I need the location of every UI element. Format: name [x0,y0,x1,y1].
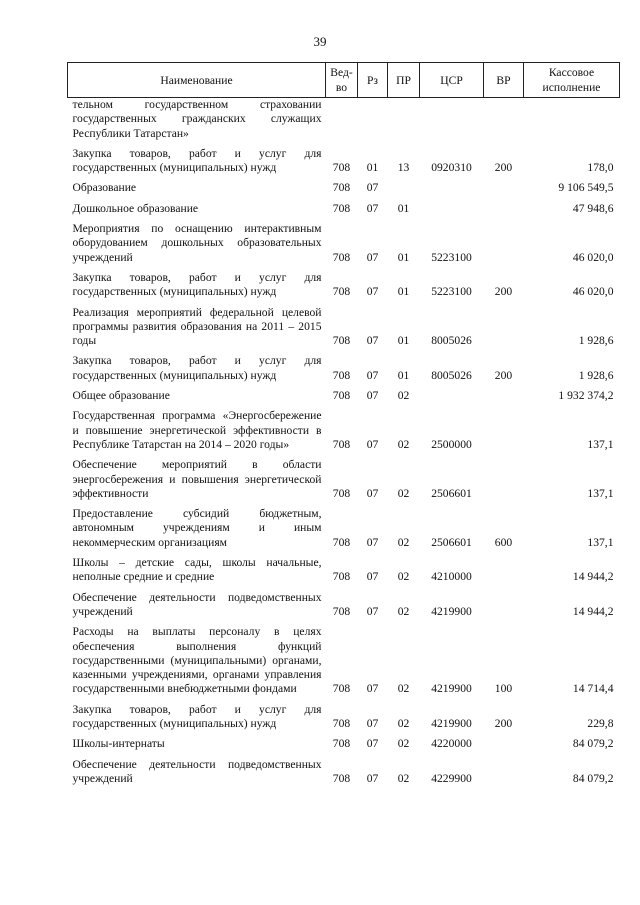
table-row [68,553,620,588]
cell-rz: 07 [366,250,379,264]
cell-rz: 07 [366,486,379,500]
cell-pr: 13 [397,161,410,175]
cell-kassa: 47 948,6 [572,201,614,215]
cell-csr: 4219900 [431,682,472,696]
table-row [68,406,620,455]
cell-pr: 02 [397,771,410,785]
table-row [68,268,620,303]
cell-ved: 708 [332,368,351,382]
cell-vr: 200 [494,161,513,175]
cell-ved: 708 [332,604,351,618]
cell-ved: 708 [332,716,351,730]
cell-csr [420,178,484,198]
cell-kassa: 1 932 374,2 [558,389,614,403]
cell-vr [484,303,524,352]
cell-csr [420,199,484,219]
table-row [68,504,620,553]
cell-name: Образование [72,181,137,195]
cell-csr [420,98,484,144]
cell-pr: 02 [397,389,410,403]
cell-csr: 8005026 [431,368,472,382]
cell-kassa: 84 079,2 [572,737,614,751]
cell-pr: 02 [397,486,410,500]
cell-vr [484,588,524,623]
cell-kassa: 14 944,2 [572,570,614,584]
cell-rz: 07 [366,716,379,730]
col-header-ved: Вед-во [326,63,358,98]
cell-csr: 4219900 [431,604,472,618]
table-row [68,455,620,504]
cell-name: Школы-интернаты [72,737,165,751]
cell-name: Закупка товаров, работ и услуг для государственных (муниципальных) нужд [72,354,322,382]
cell-ved: 708 [332,437,351,451]
cell-kassa: 84 079,2 [572,771,614,785]
table-row [68,178,620,198]
table-row [68,386,620,406]
cell-name: Закупка товаров, работ и услуг для государственных (муниципальных) нужд [72,146,322,175]
table-row [68,219,620,268]
cell-name: Реализация мероприятий федеральной целевой программы развития образования на 2011 – 2015 годы [72,305,322,348]
cell-name: Закупка товаров, работ и услуг для государственных (муниципальных) нужд [72,270,322,299]
cell-kassa: 14 944,2 [572,604,614,618]
cell-rz: 07 [366,771,379,785]
cell-name: Мероприятия по оснащению интерактивным оборудованием дошкольных образовательных учреждений [72,222,322,264]
cell-name: Дошкольное образование [72,201,199,215]
cell-kassa: 14 714,4 [572,682,614,696]
cell-vr: 200 [494,368,513,382]
cell-name: Школы – детские сады, школы начальные, неполные средние и средние [72,556,322,584]
cell-kassa: 46 020,0 [572,250,614,264]
cell-ved: 708 [332,570,351,584]
cell-name: Расходы на выплаты персоналу в целях обеспечения выполнения функций государственными (муниципальными) органами, казенными учреждениями, органами управления государственными внебюджетными фондами [72,625,322,696]
col-header-vr: ВР [484,63,524,98]
cell-vr [484,219,524,268]
cell-name: тельном государственном страховании государственных гражданских служащих Республики Татарстан» [72,98,322,140]
cell-name: Закупка товаров, работ и услуг для государственных (муниципальных) нужд [72,702,322,730]
cell-name: Общее образование [72,389,170,403]
col-header-name: Наименование [68,63,326,98]
cell-pr: 02 [397,535,410,549]
cell-vr [484,386,524,406]
cell-vr [484,406,524,455]
cell-pr [388,98,420,144]
cell-kassa: 137,1 [587,486,614,500]
cell-kassa: 229,8 [587,716,614,730]
cell-csr: 5223100 [431,250,472,264]
cell-pr: 02 [397,716,410,730]
cell-pr [388,178,420,198]
table-row [68,98,620,144]
cell-rz: 07 [366,570,379,584]
cell-name: Государственная программа «Энергосбережение и повышение энергетической эффективности в Республике Татарстан на 2014 – 2020 годы» [72,409,322,451]
cell-ved [326,98,358,144]
cell-ved: 708 [332,535,351,549]
cell-pr: 02 [397,737,410,751]
cell-vr: 200 [494,716,513,730]
cell-rz: 07 [366,334,379,348]
cell-csr: 2506601 [431,486,472,500]
table-row [68,734,620,754]
cell-csr: 0920310 [431,161,472,175]
cell-vr: 600 [494,535,513,549]
page-number: 39 [313,34,327,49]
cell-kassa: 1 928,6 [578,368,614,382]
cell-kassa [524,98,620,144]
cell-vr [484,455,524,504]
cell-rz: 07 [366,682,379,696]
cell-kassa: 46 020,0 [572,285,614,299]
cell-rz [358,98,388,144]
cell-rz: 07 [366,201,379,215]
cell-csr: 4229900 [431,771,472,785]
table-header [68,63,620,98]
cell-pr: 01 [397,334,410,348]
table-row [68,622,620,699]
cell-pr: 01 [397,368,410,382]
cell-kassa: 9 106 549,5 [558,181,614,195]
cell-csr [420,386,484,406]
cell-csr: 4220000 [431,737,472,751]
cell-name: Обеспечение деятельности подведомственных учреждений [72,590,322,618]
budget-table [67,62,620,789]
cell-rz: 07 [366,285,379,299]
cell-rz: 07 [366,437,379,451]
cell-vr: 100 [494,682,513,696]
cell-pr: 02 [397,682,410,696]
cell-rz: 01 [366,161,379,175]
table-row [68,144,620,179]
table-row [68,588,620,623]
col-header-kassa: Кассовое исполнение [524,63,620,98]
cell-pr: 01 [397,285,410,299]
cell-rz: 07 [366,368,379,382]
table-row [68,303,620,352]
cell-name: Обеспечение мероприятий в области энергосбережения и повышения энергетической эффективности [72,458,322,500]
cell-ved: 708 [332,181,351,195]
cell-vr [484,178,524,198]
cell-rz: 07 [366,181,379,195]
cell-ved: 708 [332,285,351,299]
cell-vr [484,553,524,588]
cell-pr: 02 [397,437,410,451]
cell-rz: 07 [366,389,379,403]
cell-csr: 2506601 [431,535,472,549]
cell-pr: 01 [397,250,410,264]
table-row [68,199,620,219]
cell-ved: 708 [332,389,351,403]
col-header-pr: ПР [388,63,420,98]
cell-csr: 4210000 [431,570,472,584]
cell-rz: 07 [366,604,379,618]
cell-csr: 2500000 [431,437,472,451]
cell-kassa: 1 928,6 [578,334,614,348]
cell-csr: 5223100 [431,285,472,299]
cell-vr: 200 [494,285,513,299]
table-row [68,351,620,386]
cell-kassa: 137,1 [587,535,614,549]
cell-ved: 708 [332,250,351,264]
cell-pr: 02 [397,570,410,584]
table-body [68,98,620,790]
cell-ved: 708 [332,737,351,751]
table-row [68,700,620,735]
cell-kassa: 178,0 [587,161,614,175]
cell-name: Предоставление субсидий бюджетным, автономным учреждениям и иным некоммерческим организациям [72,507,322,549]
cell-vr [484,734,524,754]
col-header-rz: Рз [358,63,388,98]
cell-ved: 708 [332,161,351,175]
col-header-csr: ЦСР [420,63,484,98]
cell-csr: 8005026 [431,334,472,348]
cell-ved: 708 [332,201,351,215]
cell-pr: 02 [397,604,410,618]
cell-vr [484,98,524,144]
cell-rz: 07 [366,737,379,751]
table-row [68,755,620,790]
cell-rz: 07 [366,535,379,549]
cell-vr [484,199,524,219]
cell-ved: 708 [332,682,351,696]
cell-ved: 708 [332,334,351,348]
cell-ved: 708 [332,486,351,500]
cell-kassa: 137,1 [587,437,614,451]
cell-name: Обеспечение деятельности подведомственных учреждений [72,757,322,785]
cell-pr: 01 [397,201,410,215]
cell-ved: 708 [332,771,351,785]
cell-vr [484,755,524,790]
cell-csr: 4219900 [431,716,472,730]
